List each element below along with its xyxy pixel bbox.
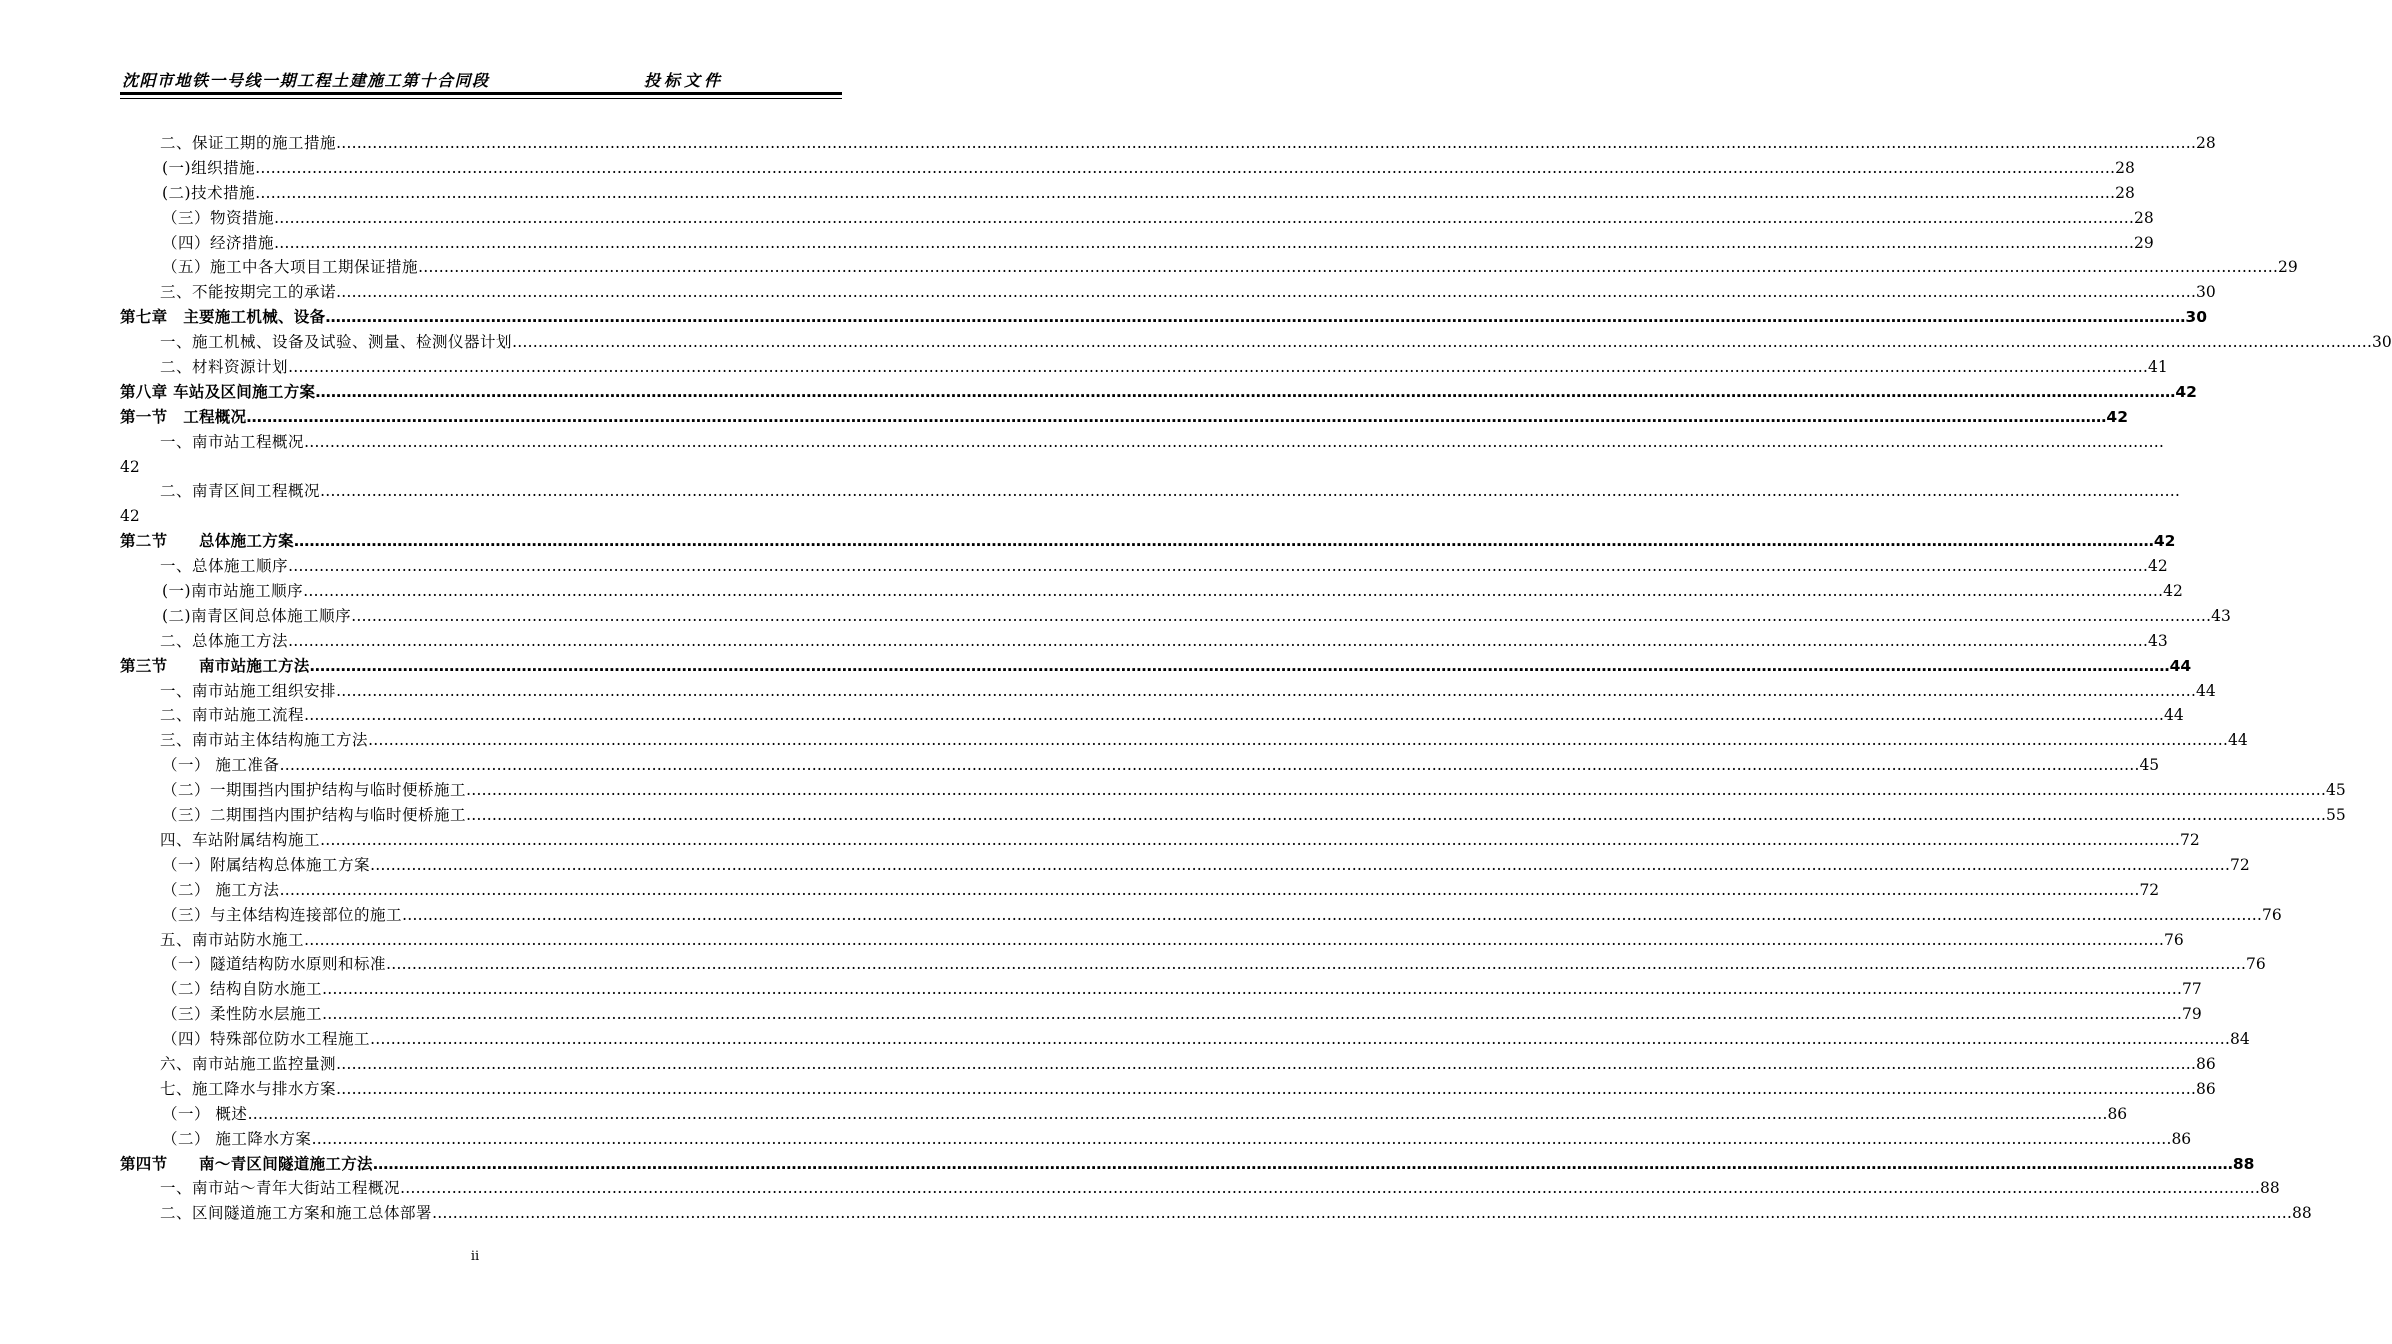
toc-entry-title: （二）结构自防水施工 [162,980,323,999]
toc-entry-title: 二、保证工期的施工措施 [160,134,337,152]
toc-entry[interactable] [120,1176,2280,1201]
toc-leader-dots: ……………………………………………………………………………………………………………………………………………………………………………………………………………………………………………………………………………………………………………………………… [320,482,2181,501]
toc-entry-page: 43 [2211,606,2231,625]
table-of-contents [120,131,2392,1226]
toc-entry-title: （二） 施工方法 [162,880,280,899]
toc-entry[interactable] [120,330,2392,355]
toc-entry-page: 76 [2164,930,2184,949]
toc-entry[interactable] [120,679,2216,704]
toc-leader-dots: ……………………………………………………………………………………………………………………………………………………………………………………………………………………………………………………………………………………………………………………………… [512,333,2373,352]
toc-entry-title: (二)南青区间总体施工顺序 [162,606,352,625]
toc-entry-title: (一)组织措施 [162,158,256,177]
toc-entry-title: 第二节 总体施工方案 [120,532,294,551]
toc-entry[interactable] [120,280,2216,305]
toc-entry-page: 45 [2326,781,2346,800]
toc-entry-page: 77 [2182,980,2202,999]
toc-entry[interactable] [120,1201,2312,1226]
toc-leader-dots: ……………………………………………………………………………………………………………………………………………………………………………………………………………………………………………………………………………………………………………………………… [309,656,2170,675]
toc-leader-dots: ……………………………………………………………………………………………………………………………………………………………………………………………………………………………………………………………………………………………………………………………… [288,557,2149,576]
toc-entry-page: 88 [2292,1204,2312,1223]
toc-leader-dots: ……………………………………………………………………………………………………………………………………………………………………………………………………………………………………………………………………………………………………………………………… [279,880,2140,899]
toc-entry-title: （四）经济措施 [162,233,275,252]
toc-leader-dots: ……………………………………………………………………………………………………………………………………………………………………………………………………………………………………………………………………………………………………………………………… [466,806,2327,825]
toc-leader-dots: ……………………………………………………………………………………………………………………………………………………………………………………………………………………………………………………………………………………………………………………………… [274,233,2135,252]
toc-entry[interactable] [120,1052,2216,1077]
toc-entry-title: 二、南青区间工程概况 [160,482,321,501]
toc-leader-dots: ……………………………………………………………………………………………………………………………………………………………………………………………………………………………………………………………………………………………………………………………… [288,358,2149,377]
toc-leader-dots: ……………………………………………………………………………………………………………………………………………………………………………………………………………………………………………………………………………………………………………………………… [336,1054,2197,1073]
toc-entry[interactable] [120,131,2216,156]
toc-entry[interactable] [120,231,2154,256]
toc-leader-dots: ……………………………………………………………………………………………………………………………………………………………………………………………………………………………………………………………………………………………………………………………… [370,1030,2231,1049]
toc-leader-dots: ……………………………………………………………………………………………………………………………………………………………………………………………………………………………………………………………………………………………………………………………… [386,955,2247,974]
toc-entry-page: 44 [2169,656,2192,675]
toc-leader-dots: ……………………………………………………………………………………………………………………………………………………………………………………………………………………………………………………………………………………………………………………………… [370,855,2231,874]
toc-leader-dots: ……………………………………………………………………………………………………………………………………………………………………………………………………………………………………………………………………………………………………………………………… [336,1079,2197,1098]
toc-entry[interactable] [120,206,2154,231]
toc-leader-dots: ……………………………………………………………………………………………………………………………………………………………………………………………………………………………………………………………………………………………………………………………… [320,830,2181,849]
toc-entry-title: （二）一期围挡内围护结构与临时便桥施工 [162,781,467,800]
toc-entry-page: 72 [2230,855,2250,874]
toc-leader-dots: ……………………………………………………………………………………………………………………………………………………………………………………………………………………………………………………………………………………………………………………………… [322,1005,2183,1024]
toc-entry-page: 42 [120,457,140,476]
toc-leader-dots: ……………………………………………………………………………………………………………………………………………………………………………………………………………………………………………………………………………………………………………………………… [325,308,2186,327]
toc-entry-page: 76 [2246,955,2266,974]
toc-entry[interactable] [120,355,2168,380]
toc-entry[interactable] [120,1102,2128,1127]
toc-entry[interactable] [120,430,2165,455]
page-number: ii [470,1249,480,1264]
toc-entry-title: 二、南市站施工流程 [160,706,305,725]
toc-leader-dots: ……………………………………………………………………………………………………………………………………………………………………………………………………………………………………………………………………………………………………………………………… [418,258,2279,277]
toc-leader-dots: ……………………………………………………………………………………………………………………………………………………………………………………………………………………………………………………………………………………………………………………………… [372,1154,2233,1173]
toc-entry-title: 三、不能按期完工的承诺 [160,283,337,302]
toc-entry[interactable] [120,703,2184,728]
toc-entry[interactable] [120,952,2266,977]
toc-leader-dots: ……………………………………………………………………………………………………………………………………………………………………………………………………………………………………………………………………………………………………………………………… [432,1204,2293,1223]
toc-entry[interactable] [120,753,2160,778]
toc-entry-title: （三）物资措施 [162,208,275,227]
toc-entry[interactable] [120,853,2250,878]
toc-entry-page: 76 [2262,905,2282,924]
toc-entry-title: 六、南市站施工监控量测 [160,1054,337,1073]
document-type: 投标文件 [644,71,725,90]
toc-entry-title: （三）与主体结构连接部位的施工 [162,905,403,924]
toc-entry-page: 79 [2182,1005,2202,1024]
toc-leader-dots: ……………………………………………………………………………………………………………………………………………………………………………………………………………………………………………………………………………………………………………………………… [336,283,2197,302]
toc-leader-dots: ……………………………………………………………………………………………………………………………………………………………………………………………………………………………………………………………………………………………………………………………… [466,781,2327,800]
toc-entry-title: （四）特殊部位防水工程施工 [162,1030,371,1049]
project-title: 沈阳市地铁一号线一期工程土建施工第十合同段 [122,71,490,90]
toc-leader-dots: ……………………………………………………………………………………………………………………………………………………………………………………………………………………………………………………………………………………………………………………………… [351,606,2212,625]
toc-entry-page: 30 [2185,308,2207,327]
toc-leader-dots: ……………………………………………………………………………………………………………………………………………………………………………………………………………………………………………………………………………………………………………………………… [311,1129,2172,1148]
toc-entry[interactable] [120,728,2248,753]
toc-entry-page: 43 [2148,631,2168,650]
toc-entry-title: 三、南市站主体结构施工方法 [160,731,369,750]
toc-entry-page: 30 [2196,283,2216,302]
toc-entry-title: 一、南市站工程概况 [160,432,305,451]
toc-entry[interactable] [120,928,2184,953]
toc-chapter-entry[interactable] [120,380,2197,405]
toc-entry-page: 28 [2115,158,2135,177]
toc-entry[interactable] [120,903,2282,928]
toc-entry-title: (二)技术措施 [162,183,256,202]
toc-entry-page: 55 [2326,806,2346,825]
toc-entry[interactable] [120,479,2181,504]
toc-chapter-entry[interactable] [120,529,2176,554]
toc-entry-title: 第一节 工程概况 [120,407,247,426]
toc-leader-dots: ……………………………………………………………………………………………………………………………………………………………………………………………………………………………………………………………………………………………………………………………… [247,1104,2108,1123]
toc-entry-page: 88 [2232,1154,2255,1173]
toc-entry[interactable] [120,878,2160,903]
toc-entry-title: （五）施工中各大项目工期保证措施 [162,258,419,277]
toc-entry-title: （一） 概述 [162,1104,248,1123]
toc-entry-page: 84 [2230,1030,2250,1049]
toc-entry-page: 29 [2134,233,2154,252]
toc-entry-title: 四、车站附属结构施工 [160,830,321,849]
toc-entry-title: （一）隧道结构防水原则和标准 [162,955,387,974]
toc-entry-title: 二、总体施工方法 [160,631,289,650]
toc-entry-page: 44 [2196,681,2216,700]
toc-entry[interactable] [120,1027,2250,1052]
toc-chapter-entry[interactable] [120,1152,2255,1177]
page-header [120,64,842,90]
toc-entry[interactable] [120,1077,2216,1102]
toc-entry-page: 88 [2260,1179,2280,1198]
toc-entry-title: （三）柔性防水层施工 [162,1005,323,1024]
header-rule-thin [120,98,842,99]
toc-leader-dots: ……………………………………………………………………………………………………………………………………………………………………………………………………………………………………………………………………………………………………………………………… [304,706,2165,725]
toc-entry-page: 30 [2372,333,2392,352]
toc-leader-dots: ……………………………………………………………………………………………………………………………………………………………………………………………………………………………………………………………………………………………………………………………… [322,980,2183,999]
toc-entry[interactable] [120,1127,2192,1152]
toc-entry-page: 86 [2171,1129,2192,1148]
toc-entry-title: 五、南市站防水施工 [160,930,305,949]
toc-leader-dots: ……………………………………………………………………………………………………………………………………………………………………………………………………………………………………………………………………………………………………………………………… [246,407,2107,426]
toc-entry[interactable] [120,803,2346,828]
toc-leader-dots: ……………………………………………………………………………………………………………………………………………………………………………………………………………………………………………………………………………………………………………………………… [304,432,2165,451]
toc-entry-title: 一、南市站施工组织安排 [160,681,337,700]
toc-entry-title: 七、施工降水与排水方案 [160,1079,337,1098]
toc-entry[interactable] [120,1002,2202,1027]
toc-leader-dots: ……………………………………………………………………………………………………………………………………………………………………………………………………………………………………………………………………………………………………………………………… [336,681,2197,700]
toc-entry-page: 42 [120,507,140,526]
toc-entry-page: 86 [2196,1079,2216,1098]
toc-leader-dots: ……………………………………………………………………………………………………………………………………………………………………………………………………………………………………………………………………………………………………………………………… [274,208,2135,227]
toc-entry-page: 86 [2196,1054,2216,1073]
toc-entry[interactable] [120,579,2183,604]
toc-entry-page: 29 [2278,258,2298,277]
toc-leader-dots: ……………………………………………………………………………………………………………………………………………………………………………………………………………………………………………………………………………………………………………………………… [400,1179,2261,1198]
toc-entry[interactable] [120,156,2135,181]
toc-entry-title: 二、材料资源计划 [160,358,289,377]
toc-entry[interactable] [120,181,2135,206]
toc-entry-page: 28 [2115,183,2135,202]
toc-leader-dots: ……………………………………………………………………………………………………………………………………………………………………………………………………………………………………………………………………………………………………………………………… [255,183,2116,202]
toc-entry-page: 41 [2148,358,2168,377]
toc-entry-page: 72 [2180,830,2200,849]
toc-entry-page: 28 [2134,208,2154,227]
toc-entry[interactable] [120,828,2200,853]
toc-leader-dots: ……………………………………………………………………………………………………………………………………………………………………………………………………………………………………………………………………………………………………………………………… [288,631,2149,650]
toc-entry-title: 第七章 主要施工机械、设备 [120,308,326,327]
toc-entry-page: 42 [2163,582,2183,601]
toc-chapter-entry[interactable] [120,654,2192,679]
toc-entry[interactable] [120,604,2231,629]
toc-entry[interactable] [120,629,2168,654]
toc-leader-dots: ……………………………………………………………………………………………………………………………………………………………………………………………………………………………………………………………………………………………………………………………… [279,756,2140,775]
toc-chapter-entry[interactable] [120,405,2128,430]
toc-entry-page: 28 [2196,134,2216,152]
toc-entry-page: 72 [2139,880,2160,899]
toc-leader-dots: ……………………………………………………………………………………………………………………………………………………………………………………………………………………………………………………………………………………………………………………………… [315,382,2176,401]
toc-leader-dots: ……………………………………………………………………………………………………………………………………………………………………………………………………………………………………………………………………………………………………………………………… [402,905,2263,924]
toc-entry-title: 一、总体施工顺序 [160,557,289,576]
toc-entry-title: 二、区间隧道施工方案和施工总体部署 [160,1204,433,1223]
header-rule-thick [120,92,842,95]
toc-entry-title: （一） 施工准备 [162,756,280,775]
toc-entry-page: 86 [2107,1104,2128,1123]
toc-entry[interactable] [120,554,2168,579]
toc-entry-page: 44 [2228,731,2248,750]
toc-entry-title: 第八章 车站及区间施工方案 [120,382,316,401]
toc-leader-dots: ……………………………………………………………………………………………………………………………………………………………………………………………………………………………………………………………………………………………………………………………… [293,532,2154,551]
toc-entry-page: 42 [2175,382,2197,401]
toc-leader-dots: ……………………………………………………………………………………………………………………………………………………………………………………………………………………………………………………………………………………………………………………………… [255,158,2116,177]
toc-entry-title: （一）附属结构总体施工方案 [162,855,371,874]
toc-entry-title: (一)南市站施工顺序 [162,582,304,601]
toc-entry-page: 42 [2153,532,2176,551]
toc-entry-page: 42 [2148,557,2168,576]
toc-entry-title: （三）二期围挡内围护结构与临时便桥施工 [162,806,467,825]
toc-entry-title: 一、施工机械、设备及试验、测量、检测仪器计划 [160,333,513,352]
toc-leader-dots: ……………………………………………………………………………………………………………………………………………………………………………………………………………………………………………………………………………………………………………………………… [368,731,2229,750]
toc-entry-title: 一、南市站～青年大街站工程概况 [160,1179,401,1198]
toc-entry-page: 42 [2106,407,2128,426]
toc-chapter-entry[interactable] [120,305,2207,330]
toc-entry-title: 第四节 南～青区间隧道施工方法 [120,1154,373,1173]
toc-entry-page: 45 [2139,756,2160,775]
toc-entry-page: 44 [2164,706,2184,725]
toc-leader-dots: ……………………………………………………………………………………………………………………………………………………………………………………………………………………………………………………………………………………………………………………………… [336,134,2197,152]
toc-entry[interactable] [120,255,2298,280]
toc-leader-dots: ……………………………………………………………………………………………………………………………………………………………………………………………………………………………………………………………………………………………………………………………… [303,582,2164,601]
toc-entry[interactable] [120,778,2346,803]
toc-leader-dots: ……………………………………………………………………………………………………………………………………………………………………………………………………………………………………………………………………………………………………………………………… [304,930,2165,949]
toc-entry-title: 第三节 南市站施工方法 [120,656,310,675]
toc-entry-title: （二） 施工降水方案 [162,1129,312,1148]
toc-entry[interactable] [120,977,2202,1002]
